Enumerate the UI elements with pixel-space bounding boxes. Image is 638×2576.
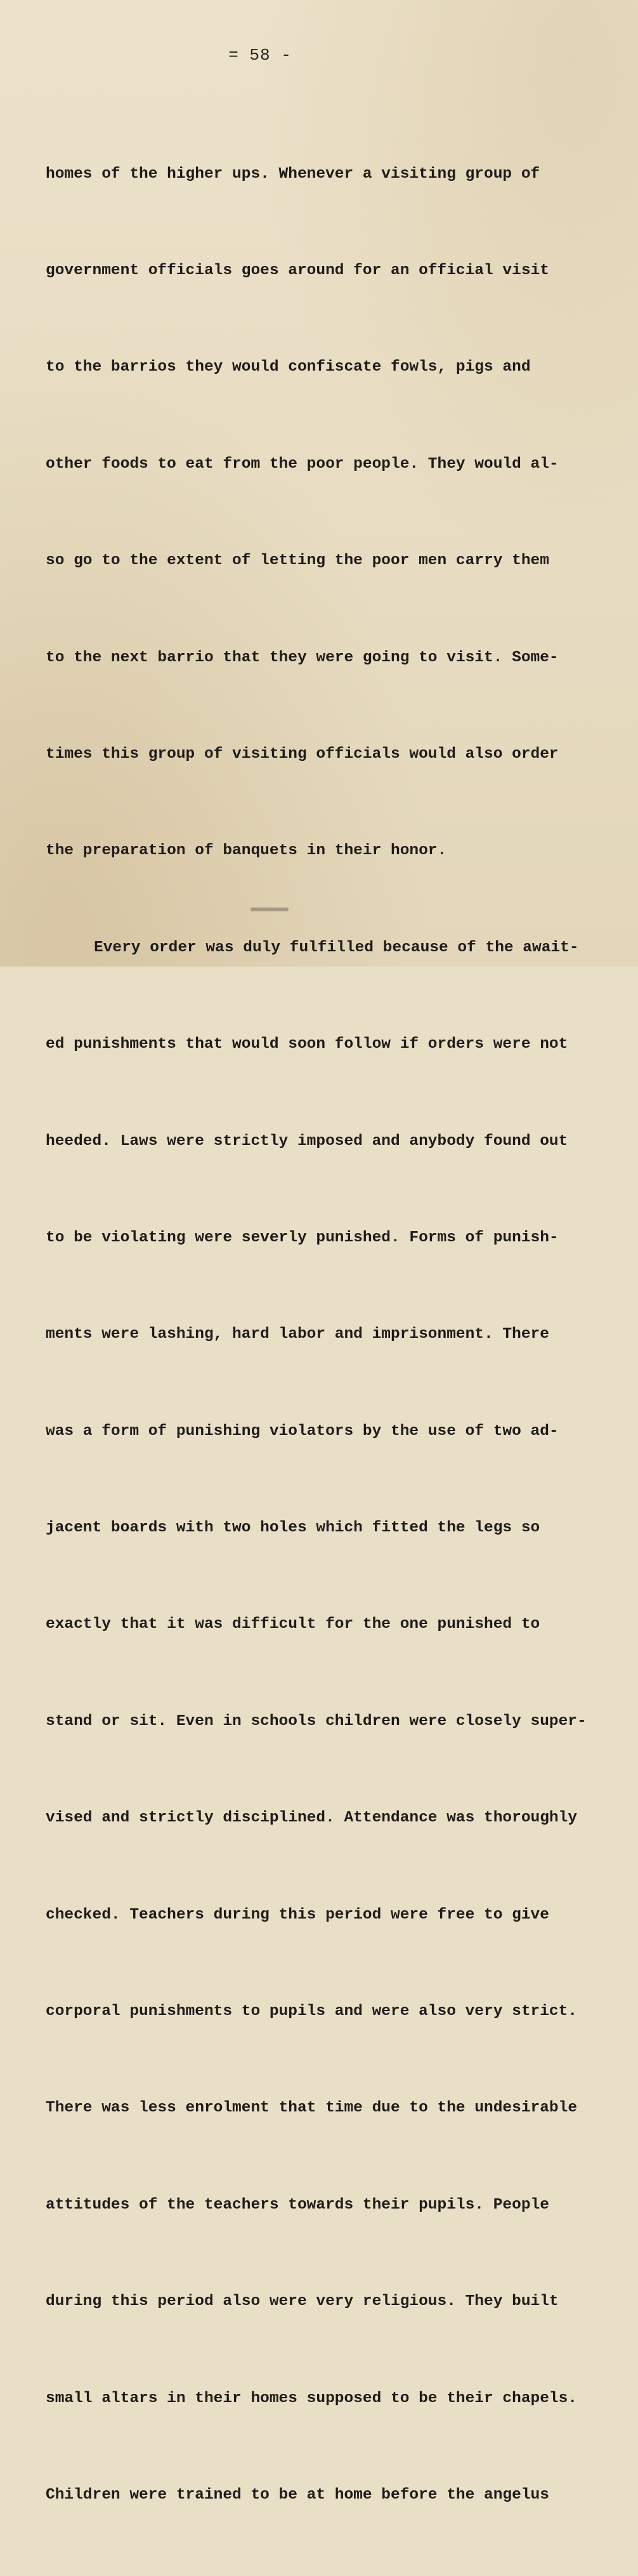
text-line: attitudes of the teachers towards their pupils. People (46, 2196, 549, 2214)
text-line: so go to the extent of letting the poor men carry them (46, 552, 549, 570)
text-line: to the next barrio that they were going to visit. Some- (46, 649, 559, 666)
text-line: There was less enrolment that time due to the undesirable (46, 2099, 578, 2117)
text-line: ed punishments that would soon follow if orders were not (46, 1036, 568, 1054)
body-text (46, 94, 616, 2576)
text-line: times this group of visiting officials would also order (46, 745, 559, 763)
text-line: corporal punishments to pupils and were also very strict. (46, 2003, 578, 2021)
paragraph-first-line: Every order was duly fulfilled because of the await- (94, 939, 579, 956)
text-line: other foods to eat from the poor people. They would al- (46, 455, 559, 473)
text-line: ments were lashing, hard labor and imprisonment. There (46, 1326, 549, 1344)
text-line: exactly that it was difficult for the one punished to (46, 1616, 540, 1634)
text-line: was a form of punishing violators by the use of two ad- (46, 1422, 559, 1440)
text-line: jacent boards with two holes which fitted the legs so (46, 1519, 540, 1537)
text-line: to the barrios they would confiscate fowls, pigs and (46, 359, 531, 376)
text-line: small altars in their homes supposed to be their chapels. (46, 2389, 578, 2407)
ink-smudge (251, 908, 289, 911)
text-line: to be violating were severly punished. Forms of punish- (46, 1229, 559, 1246)
page-number: = 58 - (228, 46, 292, 65)
text-line: checked. Teachers during this period were free to give (46, 1906, 549, 1924)
text-line: homes of the higher ups. Whenever a visiting group of (46, 165, 540, 183)
text-line: vised and strictly disciplined. Attendance was thoroughly (46, 1809, 578, 1827)
text-line: the preparation of banquets in their honor. (46, 842, 447, 860)
text-line: heeded. Laws were strictly imposed and anybody found out (46, 1132, 568, 1150)
text-line: government officials goes around for an official visit (46, 261, 549, 279)
text-line: Children were trained to be at home before the angelus (46, 2486, 549, 2504)
text-line: during this period also were very religious. They built (46, 2293, 559, 2311)
text-line: stand or sit. Even in schools children were closely super- (46, 1712, 587, 1730)
